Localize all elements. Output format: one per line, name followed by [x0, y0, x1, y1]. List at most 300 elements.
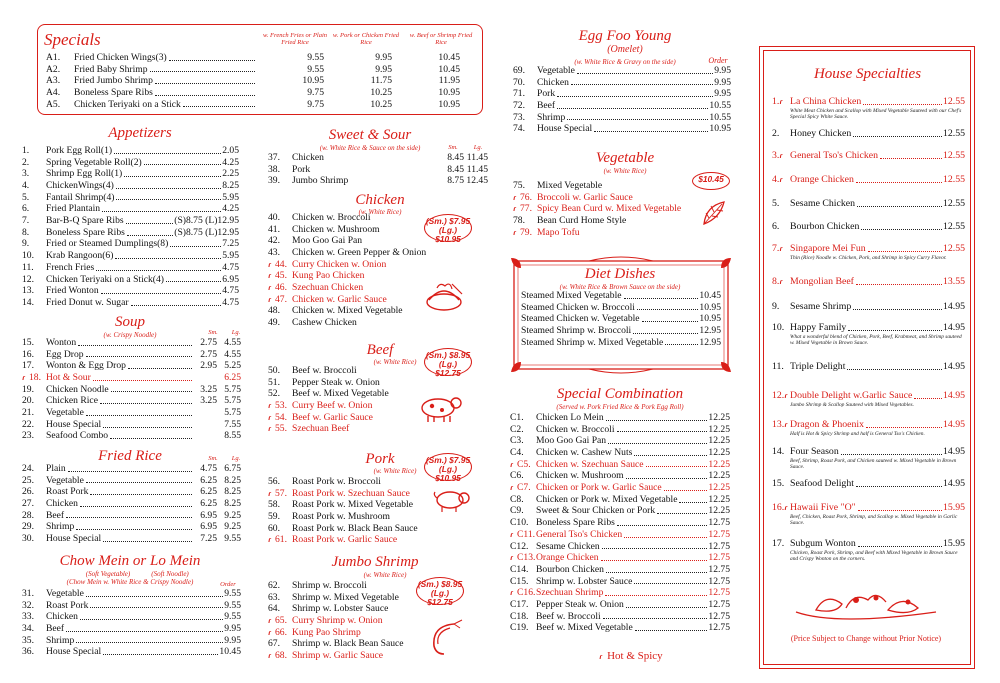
item-price: 10.55	[709, 100, 731, 112]
menu-item	[510, 587, 730, 599]
item-number	[22, 360, 46, 372]
item-number	[22, 274, 46, 286]
item-number-text: 43.	[268, 247, 280, 259]
leader-dots	[86, 596, 223, 597]
item-name: Mapo Tofu	[537, 226, 580, 238]
item-number	[268, 224, 292, 236]
leader-dots	[601, 560, 708, 561]
item-number-text: 7.	[22, 215, 30, 227]
menu-item	[22, 203, 239, 215]
leader-dots	[170, 246, 221, 247]
item-number-text: 54.	[275, 411, 287, 423]
item-price: 12.95	[699, 336, 721, 348]
menu-item	[22, 521, 241, 533]
item-number	[22, 510, 46, 522]
item-name: Chicken or Pork w. Mixed Vegetable	[536, 493, 678, 505]
item-number-text: C6.	[510, 470, 524, 482]
combo-subtitle: (Served w. Pork Fried Rice & Pork Egg Roll)	[556, 403, 684, 411]
item-number-text: C14.	[510, 563, 529, 575]
menu-item	[268, 365, 468, 377]
item-number	[772, 538, 790, 550]
item-number-text: 12.	[22, 273, 34, 285]
leader-dots	[111, 391, 192, 392]
item-number	[268, 235, 292, 247]
item-number	[46, 87, 74, 99]
menu-item	[22, 180, 239, 192]
item-price: 6.75	[224, 462, 241, 474]
item-number-text: 19.	[22, 383, 34, 395]
item-number-text: 50.	[268, 364, 280, 376]
item-number-text: 52.	[268, 388, 280, 400]
item-name: Triple Delight	[790, 360, 846, 372]
leader-dots	[858, 510, 942, 511]
menu-item	[268, 534, 468, 546]
menu-item	[22, 498, 241, 510]
pepper-icon: ɾ	[510, 588, 514, 598]
item-price: 9.95	[714, 76, 731, 88]
item-price: 9.55	[224, 587, 241, 599]
chicken-title: Chicken	[355, 192, 405, 208]
item-name: General Tso's Chicken	[790, 149, 878, 161]
item-number-text: 22.	[22, 418, 34, 430]
item-price: 12.75	[708, 563, 730, 575]
item-number	[46, 64, 74, 76]
item-name: ChickenWings(4)	[46, 180, 114, 192]
item-name: Beef	[537, 100, 556, 112]
item-name: Fantail Shrimp(4)	[46, 191, 115, 203]
house-specialty-item	[772, 446, 965, 470]
leader-dots	[606, 572, 707, 573]
item-name: Broccoli w. Garlic Sauce	[537, 191, 633, 203]
pork-title: Pork	[365, 451, 395, 467]
item-number-text: 79.	[520, 226, 532, 238]
item-name: Moo Goo Gai Pan	[536, 435, 607, 447]
item-number-text: 8.	[772, 275, 780, 287]
item-number-text: 14.	[772, 445, 785, 457]
item-number	[268, 317, 292, 329]
item-number-text: 17.	[22, 360, 34, 372]
item-price: 12.55	[942, 242, 965, 254]
item-name: House Special	[46, 533, 102, 545]
item-number-text: 35.	[22, 634, 34, 646]
item-price: 10.95	[699, 313, 721, 325]
menu-item	[268, 580, 468, 592]
soup-title: Soup	[115, 314, 145, 330]
item-price: 10.95	[302, 75, 324, 87]
menu-item	[268, 224, 468, 236]
leader-dots	[679, 502, 707, 503]
menu-item	[22, 384, 241, 396]
pepper-icon: ɾ	[779, 150, 783, 160]
item-number	[22, 463, 46, 475]
pepper-icon: ɾ	[268, 271, 272, 281]
seafood-platter-icon	[786, 588, 946, 624]
item-name: Steamed Chicken w. Broccoli	[521, 301, 635, 313]
pepper-icon: ɾ	[268, 651, 272, 661]
item-price: 4.75	[222, 285, 239, 297]
item-number	[772, 174, 790, 186]
leader-dots	[102, 211, 221, 212]
item-price: 12.25	[708, 482, 730, 494]
house-specialty-row	[772, 301, 965, 313]
item-number	[772, 478, 790, 490]
item-name: Pepper Steak w. Onion	[292, 376, 380, 388]
menu-item	[22, 635, 241, 647]
pepper-icon: ɾ	[510, 459, 514, 469]
menu-item	[22, 227, 239, 239]
item-number	[22, 635, 46, 647]
item-price: 12.75	[708, 528, 730, 540]
diet-title: Diet Dishes	[584, 266, 656, 282]
item-name: Orange Chicken	[536, 552, 599, 564]
item-price: 9.75	[307, 98, 324, 110]
item-number	[510, 482, 536, 494]
item-number	[510, 541, 536, 553]
item-number-text: 60.	[268, 522, 280, 534]
item-name: Shrimp Egg Roll(1)	[46, 168, 123, 180]
leader-dots	[103, 654, 218, 655]
item-number-text: 14.	[22, 296, 34, 308]
item-price: 3.25	[200, 395, 217, 407]
item-name: House Special	[46, 418, 102, 430]
pepper-icon: ɾ	[268, 412, 272, 422]
sweet-sour-sm-header: Sm.	[448, 144, 458, 151]
item-price: 6.25	[224, 372, 241, 384]
item-name: Chicken w. Garlic Sauce	[292, 293, 387, 305]
menu-item	[268, 247, 468, 259]
item-name: Pork	[537, 88, 556, 100]
item-number	[510, 564, 536, 576]
item-number-text: 24.	[22, 462, 34, 474]
item-description: What a wonderful blend of Chicken, Pork, Beef, Krabmeat, and Shrimp sauteed w. Mixed Vegetable in Brown Sauce.	[790, 333, 962, 346]
item-name: La China Chicken	[790, 95, 862, 107]
item-number-text: 59.	[268, 511, 280, 523]
menu-item	[46, 75, 460, 87]
item-number-text: C15.	[510, 575, 529, 587]
soup-lg-header: Lg.	[231, 329, 241, 336]
item-price: 6.95	[200, 521, 217, 533]
item-number-text: C17.	[510, 598, 529, 610]
item-number	[22, 168, 46, 180]
specials-list	[46, 52, 460, 110]
item-price: 10.45	[438, 63, 460, 75]
item-number	[510, 611, 536, 623]
item-number-text: 5.	[772, 197, 780, 209]
item-number	[22, 486, 46, 498]
item-number	[46, 99, 74, 111]
beef-badge-lg: (Lg.) $12.75	[435, 359, 461, 378]
leader-dots	[155, 95, 255, 96]
menu-item	[22, 337, 241, 349]
item-number-text: C16.	[517, 587, 536, 599]
item-number-text: 55.	[275, 423, 287, 435]
item-number	[513, 88, 537, 100]
item-number-text: 16.	[22, 348, 34, 360]
item-number-text: C7.	[517, 482, 531, 494]
leader-dots	[608, 443, 707, 444]
item-name: Cashew Chicken	[292, 317, 357, 329]
pepper-icon: ɾ	[268, 424, 272, 434]
item-name: Plain	[46, 462, 66, 474]
fried-rice-title: Fried Rice	[98, 448, 162, 464]
vegetable-subtitle: (w. White Rice)	[603, 167, 647, 175]
item-price: 12.55	[942, 127, 965, 139]
item-price: (S)8.75 (L)12.95	[174, 215, 239, 227]
item-price: 14.95	[942, 321, 965, 333]
item-price: 12.55	[942, 95, 965, 107]
pepper-icon: ɾ	[784, 502, 788, 512]
item-name: Sesame Shrimp	[790, 300, 852, 312]
house-specialty-row	[772, 128, 965, 140]
house-specialty-row	[772, 361, 965, 373]
item-price: 6.25	[200, 486, 217, 498]
item-name: Chicken	[292, 151, 324, 163]
item-number-text: C2.	[510, 423, 524, 435]
house-specialty-row	[772, 390, 965, 402]
item-number	[510, 470, 536, 482]
item-number	[22, 203, 46, 215]
pork-subtitle: (w. White Rice)	[373, 467, 417, 475]
item-number-text: 30.	[22, 533, 34, 545]
house-specialty-row	[772, 221, 965, 233]
menu-item	[521, 302, 721, 314]
house-specialty-row	[772, 322, 965, 334]
item-number	[268, 377, 292, 389]
item-number	[268, 638, 292, 650]
item-number	[513, 227, 537, 239]
item-number	[46, 52, 74, 64]
item-number-text: 40.	[268, 211, 280, 223]
item-price: 12.75	[708, 610, 730, 622]
item-number	[268, 282, 292, 294]
item-price: 8.55	[224, 430, 241, 442]
item-price: 10.95	[709, 123, 731, 135]
item-price: 15.95	[942, 501, 965, 513]
item-name: Mixed Vegetable	[537, 179, 603, 191]
menu-item	[510, 412, 730, 424]
item-price: 2.75	[200, 348, 217, 360]
house-specialty-row	[772, 446, 965, 458]
chow-mein-list	[22, 588, 241, 658]
item-name: Seafood Combo	[46, 430, 109, 442]
menu-item	[22, 349, 241, 361]
menu-item	[268, 317, 468, 329]
leader-dots	[76, 529, 192, 530]
item-price: 14.95	[942, 445, 965, 457]
pepper-icon: ɾ	[510, 529, 514, 539]
cow-icon	[414, 392, 466, 424]
item-number-text: A3.	[46, 75, 61, 87]
house-specialty-row	[772, 276, 965, 288]
leader-dots	[617, 431, 708, 432]
item-price: 12.75	[708, 540, 730, 552]
item-price: 9.95	[714, 64, 731, 76]
item-name: Bar-B-Q Spare Ribs	[46, 215, 124, 227]
item-name: Steamed Mixed Vegetable	[521, 289, 622, 301]
item-number-text: 64.	[268, 603, 280, 615]
menu-item	[513, 227, 713, 239]
leader-dots	[96, 270, 221, 271]
house-specialty-row	[772, 198, 965, 210]
chicken-subtitle: (w. White Rice)	[358, 208, 402, 216]
item-price: 12.75	[708, 517, 730, 529]
diet-list	[521, 290, 721, 348]
item-number-text: 21.	[22, 407, 34, 419]
food-bowl-icon	[424, 280, 464, 314]
leader-dots	[101, 293, 222, 294]
item-price: 2.05	[222, 144, 239, 156]
item-name: Shrimp	[537, 111, 566, 123]
jumbo-shrimp-subtitle: (w. White Rice)	[363, 571, 407, 579]
item-name: Roast Pork w. Black Bean Sauce	[292, 522, 418, 534]
item-name: Szechuan Shrimp	[536, 587, 604, 599]
item-description: Beef, Shrimp, Roast Pork, and Chicken sauteed w. Mixed Vegetable in Brown Sauce.	[790, 457, 957, 470]
menu-item	[22, 611, 241, 623]
item-number-text: A5.	[46, 98, 61, 110]
item-number	[268, 388, 292, 400]
menu-item	[268, 592, 468, 604]
item-number	[22, 600, 46, 612]
house-specialty-item	[772, 478, 965, 490]
item-price: 12.75	[708, 587, 730, 599]
leader-dots	[86, 356, 192, 357]
menu-item	[46, 99, 460, 111]
item-name: Chicken w. Cashew Nuts	[536, 447, 633, 459]
leader-dots	[80, 506, 192, 507]
item-number-text: C3.	[510, 435, 524, 447]
house-specialty-row	[772, 174, 965, 186]
item-name: Fried Jumbo Shrimp	[74, 75, 153, 87]
item-number	[513, 203, 537, 215]
leader-dots	[856, 486, 942, 487]
item-price: 11.45	[466, 151, 488, 163]
item-number-text: 75.	[513, 179, 525, 191]
item-number-text: 49.	[268, 317, 280, 329]
sweet-sour-lg-header: Lg.	[473, 144, 483, 151]
chicken-badge-sm: (Sm.) $7.95	[425, 216, 471, 226]
leader-dots	[605, 595, 707, 596]
item-price: 6.25	[200, 498, 217, 510]
item-number	[772, 502, 790, 514]
item-name: Boneless Spare Ribs	[74, 87, 153, 99]
item-name: Szechuan Beef	[292, 423, 350, 435]
item-price: 12.75	[708, 598, 730, 610]
item-price: 10.45	[438, 51, 460, 63]
item-number	[513, 215, 537, 227]
item-number	[268, 627, 292, 639]
item-number-text: 31.	[22, 587, 34, 599]
item-number-text: 44.	[275, 258, 287, 270]
leader-dots	[68, 471, 192, 472]
item-name: Pork	[292, 163, 311, 175]
item-name: Curry Beef w. Onion	[292, 400, 373, 412]
sweet-sour-title: Sweet & Sour	[328, 127, 412, 143]
pepper-icon: ɾ	[268, 283, 272, 293]
leader-dots	[78, 345, 192, 346]
leader-dots	[603, 618, 708, 619]
item-number-text: 67.	[268, 638, 280, 650]
item-name: Roast Pork w. Broccoli	[292, 475, 381, 487]
item-name: Subgum Wonton	[790, 537, 856, 549]
item-price: 9.75	[307, 87, 324, 99]
item-number	[22, 646, 46, 658]
item-price: 14.95	[942, 477, 965, 489]
item-number	[22, 215, 46, 227]
item-name: Roast Pork	[46, 486, 89, 498]
item-price: 9.95	[224, 634, 241, 646]
item-number-text: 73.	[513, 111, 525, 123]
item-name: Roast Pork w. Garlic Sauce	[292, 534, 398, 546]
item-number	[513, 123, 537, 135]
item-number	[268, 164, 292, 176]
item-number-text: 69.	[513, 64, 525, 76]
leader-dots	[633, 333, 698, 334]
item-number	[22, 430, 46, 442]
item-name: Double Delight w.Garlic Sauce	[790, 389, 913, 401]
item-price: 4.55	[224, 336, 241, 348]
leader-dots	[100, 403, 192, 404]
leader-dots	[66, 517, 192, 518]
item-name: Mongolian Beef	[790, 275, 854, 287]
beef-subtitle: (w. White Rice)	[373, 358, 417, 366]
item-number-text: 3.	[772, 149, 780, 161]
item-name: Shrimp w. Lobster Sauce	[292, 603, 389, 615]
menu-item	[22, 297, 239, 309]
item-name: Kung Pao Chicken	[292, 270, 365, 282]
item-number	[22, 285, 46, 297]
appetizers-title: Appetizers	[108, 125, 172, 141]
item-price: 4.25	[222, 203, 239, 215]
item-number-text: 11.	[22, 261, 34, 273]
fried-rice-lg-header: Lg.	[231, 455, 241, 462]
item-number	[268, 499, 292, 511]
item-name: Roast Pork w. Mixed Vegetable	[292, 499, 413, 511]
item-number-text: 36.	[22, 646, 34, 658]
item-number-text: 9.	[772, 300, 780, 312]
item-number-text: 66.	[275, 626, 287, 638]
item-name: Shrimp	[46, 634, 75, 646]
leader-dots	[567, 119, 708, 120]
item-description: White Meat Chicken and Scallop with Mixed Vegetable Sauteed with our Chef's Special Spicy White Sauce.	[790, 107, 962, 120]
item-number-text: 20.	[22, 395, 34, 407]
jumbo-shrimp-title: Jumbo Shrimp	[331, 554, 419, 570]
item-number-text: 42.	[268, 235, 280, 247]
menu-item	[513, 123, 731, 135]
item-number-text: A2.	[46, 63, 61, 75]
item-name: Chicken w. Mushroom	[536, 470, 624, 482]
leader-dots	[642, 321, 699, 322]
pepper-icon: ɾ	[268, 259, 272, 269]
item-number-text: C19.	[510, 622, 529, 634]
item-price: 9.25	[224, 509, 241, 521]
item-number-text: 41.	[268, 223, 280, 235]
item-number	[268, 365, 292, 377]
leader-dots	[76, 642, 223, 643]
item-number-text: C13.	[517, 552, 536, 564]
item-name: Chicken Noodle	[46, 383, 109, 395]
sweet-sour-subtitle: (w. White Rice & Sauce on the side)	[319, 144, 421, 152]
menu-item	[513, 65, 731, 77]
leader-dots	[664, 490, 708, 491]
soup-subtitle: (w. Crispy Noodle)	[103, 331, 157, 339]
item-price: 10.95	[699, 301, 721, 313]
leader-dots	[86, 482, 192, 483]
pepper-icon: ɾ	[784, 419, 788, 429]
item-name: Egg Drop	[46, 348, 84, 360]
item-name: Boneless Spare Ribs	[536, 517, 615, 529]
pepper-icon: ɾ	[268, 535, 272, 545]
item-number	[510, 424, 536, 436]
